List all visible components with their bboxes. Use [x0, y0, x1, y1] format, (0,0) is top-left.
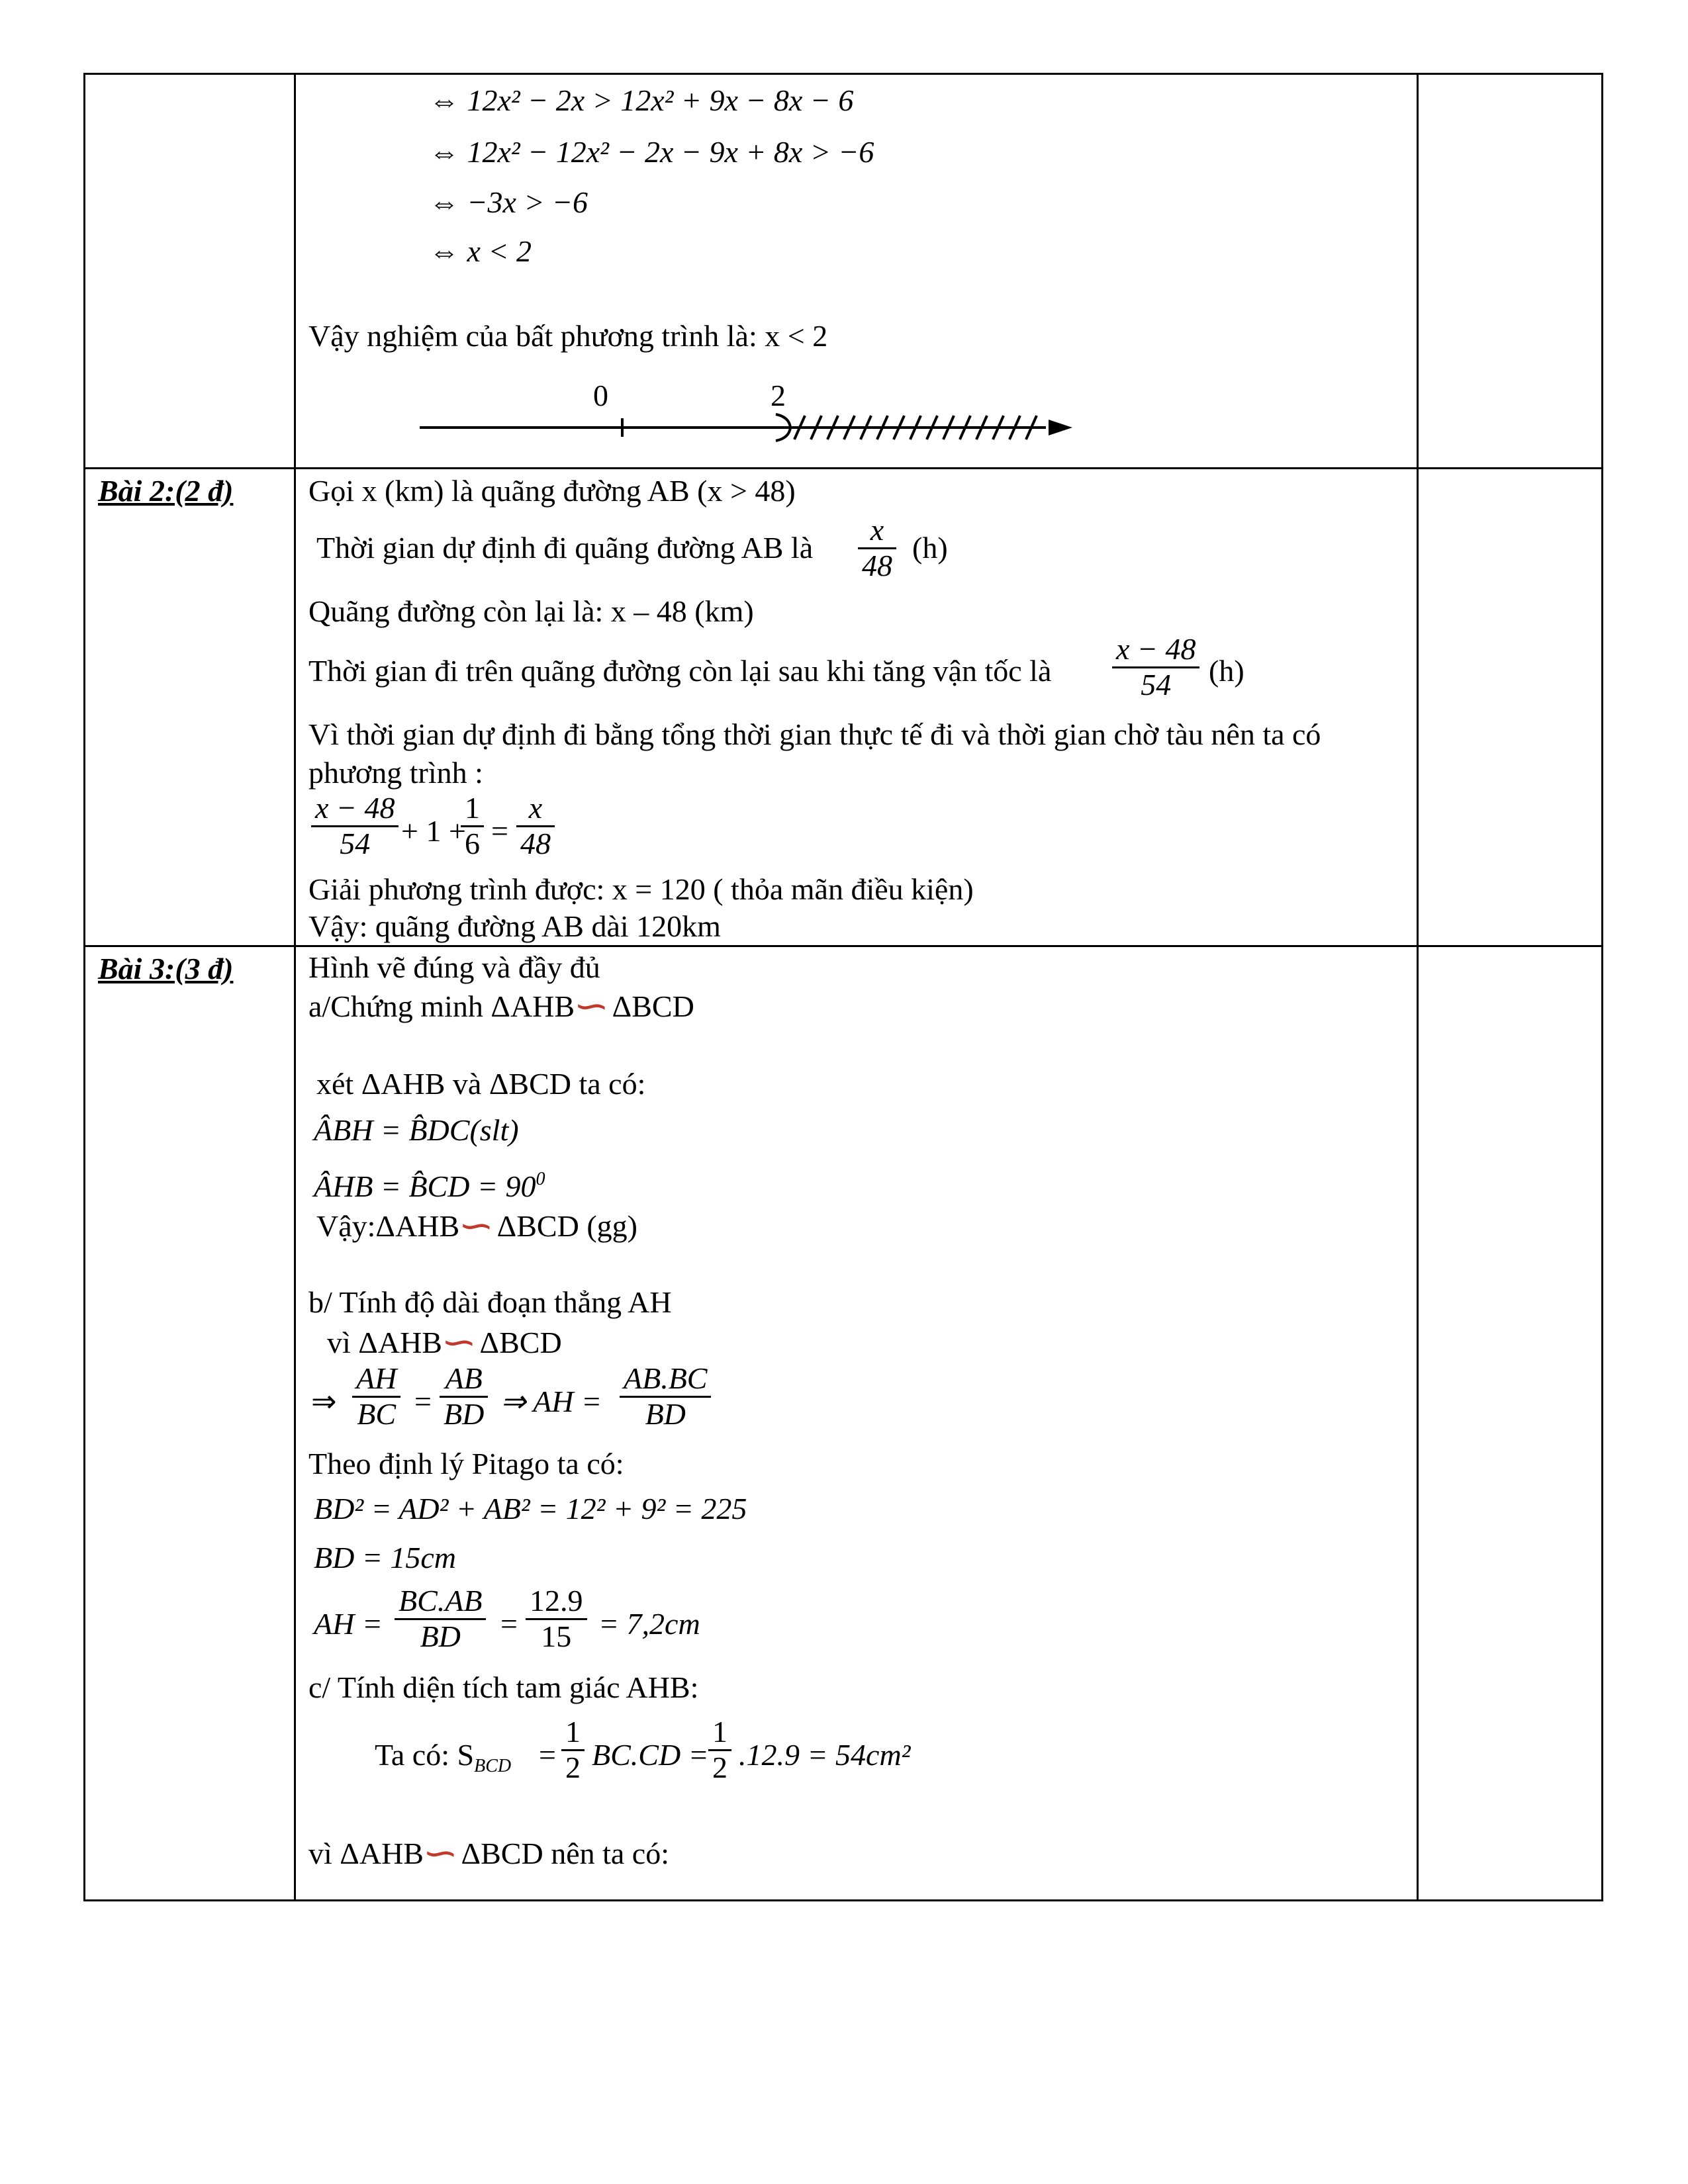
- fraction-remaining-time: $\frac{x - 48}{54}$: [1112, 633, 1199, 702]
- bai2-line-1: Gọi x (km) là quãng đường AB (x > 48): [308, 474, 796, 508]
- number-line: [410, 405, 1072, 451]
- ratio-implies: ⇒: [311, 1385, 337, 1418]
- bai2-line-5: Vì thời gian dự định đi bằng tổng thời gian thực tế đi và thời gian chờ tàu nên ta có: [308, 717, 1321, 751]
- final-line: vì ΔAHB∽ΔBCD nên ta có:: [308, 1835, 670, 1871]
- similar-symbol: ∽: [441, 1324, 477, 1360]
- bai2-line-7: Giải phương trình được: x = 120 ( thỏa mãn điều kiện): [308, 872, 974, 906]
- area-result: .12.9 = 54cm²: [739, 1738, 911, 1772]
- angle-equality-2: ÂHB = B̂CD = $90^0$: [314, 1169, 545, 1203]
- inequality-conclusion: Vậy nghiệm của bất phương trình là: x < 2: [308, 319, 828, 353]
- ah-lhs: AH =: [314, 1607, 383, 1641]
- bai2-line-8: Vậy: quãng đường AB dài 120km: [308, 909, 721, 943]
- part-b-since: vì ΔAHB∽ΔBCD: [327, 1324, 562, 1360]
- pythagoras-intro: Theo định lý Pitago ta có:: [308, 1447, 624, 1480]
- equation-fraction-c: $\frac{x}{48}$: [516, 792, 555, 860]
- ah-fraction-1: $\frac{BC.AB}{BD}$: [395, 1584, 486, 1653]
- problem-3-label: Bài 3:(3 đ): [98, 952, 234, 985]
- ah-equals: =: [500, 1607, 518, 1641]
- fraction-x-over-48: $\frac{x}{48}$: [858, 514, 896, 582]
- equation-fraction-a: $\frac{x - 48}{54}$: [311, 792, 399, 860]
- area-bc-cd: BC.CD =: [592, 1738, 709, 1772]
- similarity-conclusion: Vậy:ΔAHB∽ΔBCD (gg): [316, 1208, 637, 1244]
- ah-result: = 7,2cm: [598, 1607, 700, 1641]
- number-line-label-two: 2: [771, 379, 786, 412]
- area-lead: Ta có: $S_{BCD}$: [375, 1738, 512, 1776]
- equivalence-step-2: ⇔ 12x² − 12x² − 2x − 9x + 8x > −6: [429, 135, 874, 169]
- table-border-bottom: [83, 1899, 1603, 1901]
- ratio-implies-ah: ⇒ AH =: [500, 1385, 602, 1418]
- bai2-line-4: Thời gian đi trên quãng đường còn lại sau khi tăng vận tốc là: [308, 654, 1052, 688]
- area-half-2: $\frac{1}{2}$: [708, 1715, 731, 1784]
- part-a-title: a/Chứng minh ΔAHB∽ΔBCD: [308, 988, 694, 1024]
- ratio-fraction-ab-bc-bd: $\frac{AB.BC}{BD}$: [620, 1362, 711, 1431]
- bd-length: BD = 15cm: [314, 1541, 456, 1574]
- bai2-line-3: Quãng đường còn lại là: x – 48 (km): [308, 594, 754, 628]
- area-equals: =: [539, 1738, 556, 1772]
- equation-fraction-b: $\frac{1}{6}$: [461, 792, 484, 860]
- ratio-fraction-ah-bc: $\frac{AH}{BC}$: [352, 1362, 400, 1431]
- bai2-line-2: Thời gian dự định đi quãng đường AB là: [316, 531, 814, 565]
- row-divider-2: [83, 945, 1603, 947]
- bai2-line-4-unit: (h): [1209, 654, 1244, 688]
- ratio-fraction-ab-bd: $\frac{AB}{BD}$: [440, 1362, 488, 1431]
- bai3-line-1: Hình vẽ đúng và đầy đủ: [308, 950, 600, 984]
- equation-plus-one: + 1 +: [401, 814, 466, 848]
- part-b-title: b/ Tính độ dài đoạn thẳng AH: [308, 1285, 672, 1319]
- ah-fraction-2: $\frac{12.9}{15}$: [526, 1584, 587, 1653]
- equivalence-step-1: ⇔ 12x² − 2x > 12x² + 9x − 8x − 6: [429, 83, 854, 117]
- consider-triangles: xét ΔAHB và ΔBCD ta có:: [316, 1067, 646, 1101]
- similar-symbol: ∽: [422, 1835, 459, 1871]
- row-divider-1: [83, 467, 1603, 469]
- table-border-left: [83, 73, 85, 1901]
- bai2-line-2-unit: (h): [912, 531, 948, 565]
- equivalence-step-3: ⇔ −3x > −6: [429, 185, 588, 219]
- equation-equals: =: [491, 814, 508, 848]
- bai2-line-6: phương trình :: [308, 756, 483, 790]
- part-c-title: c/ Tính diện tích tam giác AHB:: [308, 1670, 699, 1704]
- angle-equality-1: ÂBH = B̂DC(slt): [314, 1113, 519, 1147]
- similar-symbol: ∽: [458, 1208, 494, 1244]
- problem-2-label: Bài 2:(2 đ): [98, 474, 234, 508]
- pythagoras-equation: BD² = AD² + AB² = 12² + 9² = 225: [314, 1492, 747, 1525]
- column-divider-1: [294, 73, 296, 1901]
- table-border-right: [1601, 73, 1603, 1901]
- area-half-1: $\frac{1}{2}$: [561, 1715, 585, 1784]
- table-border-top: [83, 73, 1603, 75]
- column-divider-2: [1417, 73, 1419, 1901]
- similar-symbol: ∽: [573, 988, 610, 1024]
- equivalence-step-4: ⇔ x < 2: [429, 234, 532, 268]
- number-line-label-zero: 0: [593, 379, 608, 412]
- ratio-equals: =: [414, 1385, 432, 1418]
